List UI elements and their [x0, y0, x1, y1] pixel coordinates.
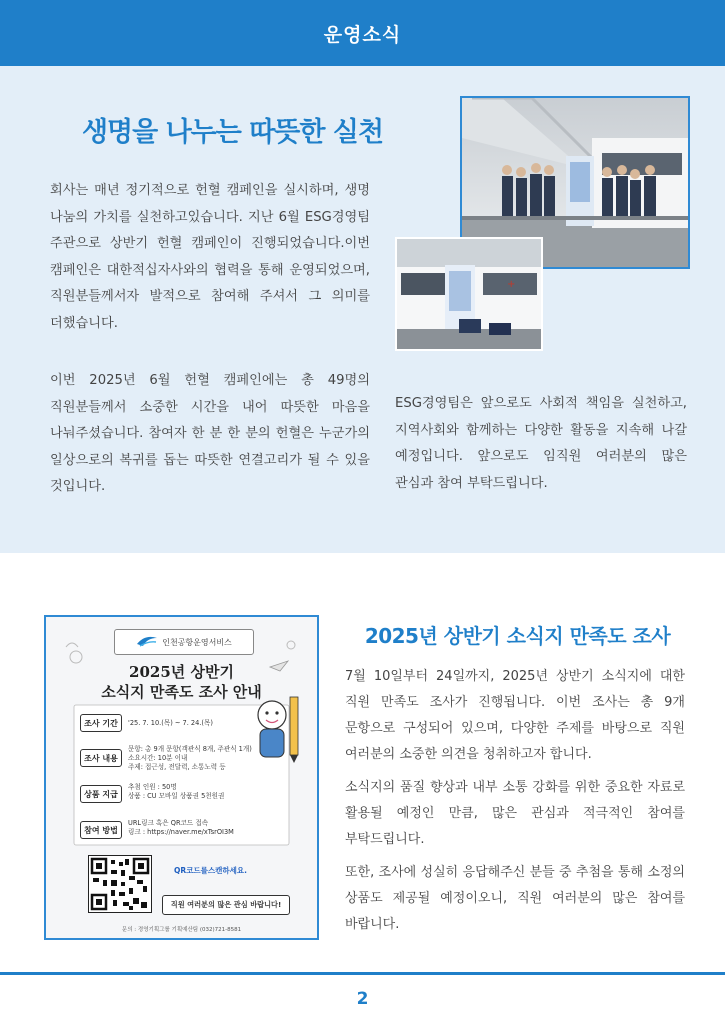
poster-row-value: URL링크 혹은 QR코드 접속 링크 : https://naver.me/xTsrOI3M — [128, 819, 234, 836]
poster-row-value: 문항: 총 9개 문항(객관식 8개, 주관식 1개) 소요시간: 10분 이내 주제: 접근성, 전달력, 소통노력 등 — [128, 745, 252, 771]
poster-row-prize — [80, 783, 280, 803]
poster-row-label: 조사 내용 — [80, 749, 122, 767]
poster-row-label: 참여 방법 — [80, 821, 122, 839]
article2-paragraph-1: 7월 10일부터 24일까지, 2025년 상반기 소식지에 대한 직원 만족도 조사가 진행됩니다. 이번 조사는 총 9개 문항으로 구성되어 있으며, 다양한 주제를 바탕으로 직원 여러분의 소중한 의견을 청취하고자 합니다. — [345, 669, 685, 762]
article1-paragraph-2: 이번 2025년 6월 헌혈 캠페인에는 총 49명의 직원분들께서 소중한 시간을 내어 따뜻한 마음을 나눠주셨습니다. 참여자 한 분 한 분의 헌혈은 누군가의 일상으로의 복귀를 돕는 따뜻한 연결고리가 될 수 있을 것입니다. — [50, 373, 370, 494]
poster-row-content — [80, 745, 280, 772]
footer-divider — [0, 972, 725, 975]
qr-instruction: QR코드를스캔하세요. — [174, 866, 247, 875]
poster-row-label: 조사 기간 — [80, 714, 122, 732]
header-title: 운영소식 — [323, 23, 402, 46]
qr-code-icon — [89, 856, 151, 912]
poster-contact-note: 문의 : 경영기획그룹 기획예산팀 (032)721-8581 — [121, 927, 242, 933]
page-number: 2 — [356, 989, 369, 1009]
poster-logo — [114, 629, 254, 655]
svg-text:+: + — [507, 279, 516, 290]
poster-row-label: 상품 지급 — [80, 785, 122, 803]
photo-blood-bus-banner — [395, 237, 543, 351]
survey-poster — [44, 615, 319, 940]
poster-row-value: 추첨 인원 : 50명 상품 : CU 모바일 상품권 5천원권 — [128, 783, 225, 800]
airport-logo-icon — [136, 636, 158, 648]
poster-logo-text: 인천공항운영서비스 — [162, 637, 232, 647]
poster-title-line1: 2025년 상반기 — [129, 663, 234, 681]
poster-cta: 직원 여러분의 많은 관심 바랍니다! — [162, 895, 290, 915]
qr-code[interactable] — [88, 855, 152, 913]
poster-row-method — [80, 819, 280, 839]
article1-paragraph-1: 회사는 매년 정기적으로 헌혈 캠페인을 실시하며, 생명 나눔의 가치를 실천하고있습니다. 지난 6월 ESG경영팀 주관으로 상반기 헌혈 캠페인이 진행되었습니다.이번 캠페인은 대한적십자사와의 협력을 통해 운영되었으며, 직원분들께서자 발적으로 참여해 주셔서 그 의미를 더했습니다. — [50, 183, 370, 331]
poster-title-line2: 소식지 만족도 조사 안내 — [101, 683, 262, 701]
poster-row-value: '25. 7. 10.(목) ~ 7. 24.(목) — [128, 719, 213, 727]
section-header-bar — [0, 0, 725, 66]
article2-title: 2025년 상반기 소식지 만족도 조사 — [364, 624, 671, 648]
article2-paragraph-3: 또한, 조사에 성실히 응답해주신 분들 중 추첨을 통해 소정의 상품도 제공될 예정이오니, 직원 여러분의 많은 참여를 바랍니다. — [345, 865, 685, 932]
article1-title: 생명을 나누는 따뜻한 실천 — [81, 117, 384, 148]
article1-paragraph-3: ESG경영팀은 앞으로도 사회적 책임을 실천하고, 지역사회와 함께하는 다양한 활동을 지속해 나갈 예정입니다. 앞으로도 임직원 여러분의 많은 관심과 참여 부탁드립니다. — [395, 396, 687, 491]
article2-paragraph-2: 소식지의 품질 향상과 내부 소통 강화를 위한 중요한 자료로 활용될 예정인 만큼, 많은 관심과 적극적인 참여를 부탁드립니다. — [345, 780, 685, 847]
poster-row-period — [80, 714, 280, 732]
